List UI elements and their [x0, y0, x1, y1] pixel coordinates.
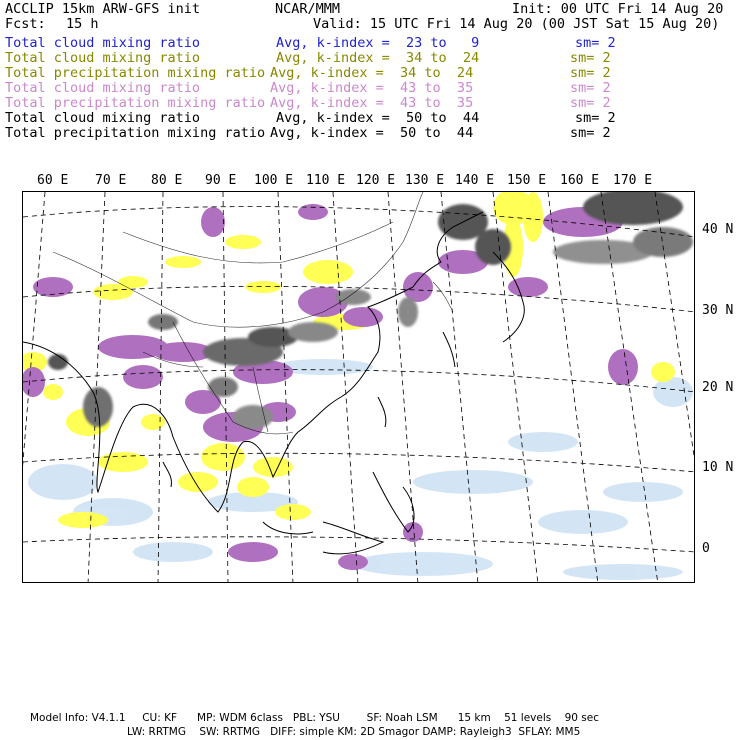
legend-kindex-4: Avg, k-index = 43 to 35 — [270, 80, 474, 96]
lat-label: 40 N — [702, 222, 734, 237]
forecast-hour: 15 h — [66, 16, 99, 32]
model-info-line2: LW: RRTMG SW: RRTMG DIFF: simple KM: 2D Smagor DAMP: Rayleigh3 SFLAY: MM5 — [127, 726, 581, 738]
lon-label: 150 E — [507, 173, 547, 188]
legend-kindex-6: Avg, k-index = 50 to 44 — [276, 110, 480, 126]
map-svg — [23, 192, 695, 583]
lat-label: 0 — [702, 541, 710, 556]
legend-smooth-5: sm= 2 — [570, 95, 611, 111]
run-title: ACCLIP 15km ARW-GFS init — [5, 1, 201, 17]
lat-label: 20 N — [702, 380, 734, 395]
init-time: Init: 00 UTC Fri 14 Aug 20 — [512, 1, 724, 17]
lon-label: 130 E — [405, 173, 445, 188]
country-borders — [53, 192, 453, 434]
lon-label: 120 E — [356, 173, 396, 188]
legend-smooth-1: sm= 2 — [575, 35, 616, 51]
lon-label: 160 E — [560, 173, 600, 188]
lon-label: 170 E — [613, 173, 653, 188]
legend-kindex-2: Avg, k-index = 34 to 24 — [276, 50, 480, 66]
lon-label: 80 E — [151, 173, 183, 188]
legend-field-6: Total cloud mixing ratio — [5, 110, 201, 126]
legend-field-3: Total precipitation mixing ratio — [5, 65, 266, 81]
legend-smooth-6: sm= 2 — [575, 110, 616, 126]
legend-smooth-3: sm= 2 — [570, 65, 611, 81]
model-info-line1: Model Info: V4.1.1 CU: KF MP: WDM 6class PBL: YSU SF: Noah LSM 15 km 51 levels 90 sec — [30, 712, 599, 724]
lon-label: 60 E — [37, 173, 69, 188]
legend-kindex-5: Avg, k-index = 43 to 35 — [270, 95, 474, 111]
lon-label: 140 E — [455, 173, 495, 188]
forecast-label: Fcst: — [5, 16, 46, 32]
legend-field-7: Total precipitation mixing ratio — [5, 125, 266, 141]
lon-label: 100 E — [254, 173, 294, 188]
legend-kindex-1: Avg, k-index = 23 to 9 — [276, 35, 480, 51]
lon-label: 70 E — [95, 173, 127, 188]
legend-field-5: Total precipitation mixing ratio — [5, 95, 266, 111]
lat-label: 30 N — [702, 303, 734, 318]
lon-label: 90 E — [205, 173, 237, 188]
center-name: NCAR/MMM — [275, 1, 341, 17]
lat-label: 10 N — [702, 460, 734, 475]
map-panel — [22, 191, 695, 583]
legend-field-2: Total cloud mixing ratio — [5, 50, 201, 66]
legend-smooth-2: sm= 2 — [570, 50, 611, 66]
legend-field-1: Total cloud mixing ratio — [5, 35, 201, 51]
lon-label: 110 E — [306, 173, 346, 188]
legend-kindex-7: Avg, k-index = 50 to 44 — [270, 125, 474, 141]
legend-kindex-3: Avg, k-index = 34 to 24 — [270, 65, 474, 81]
legend-smooth-7: sm= 2 — [570, 125, 611, 141]
legend-smooth-4: sm= 2 — [570, 80, 611, 96]
valid-time: Valid: 15 UTC Fri 14 Aug 20 (00 JST Sat 15 Aug 20) — [313, 16, 720, 32]
legend-field-4: Total cloud mixing ratio — [5, 80, 201, 96]
